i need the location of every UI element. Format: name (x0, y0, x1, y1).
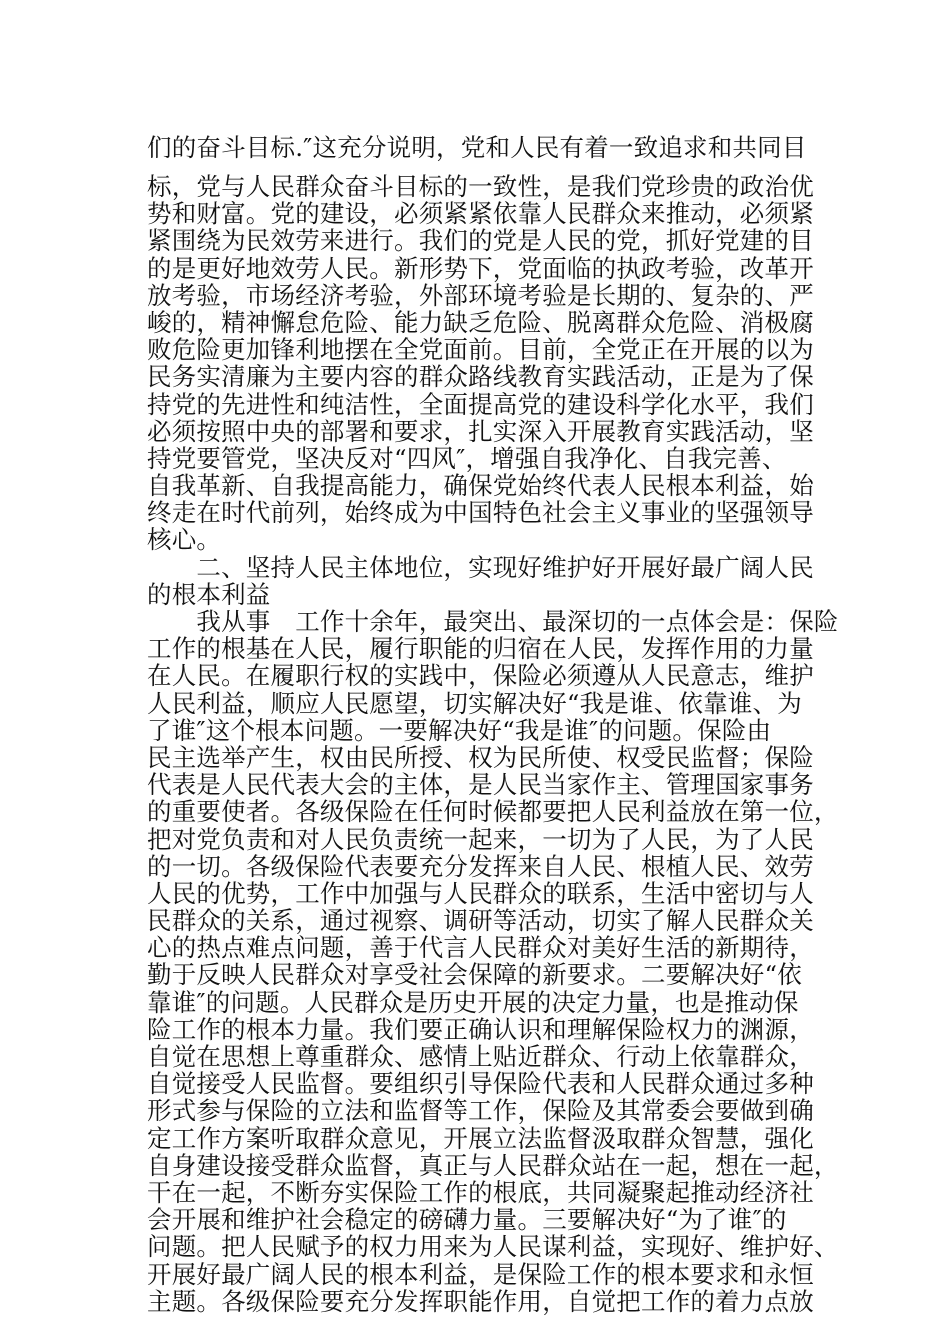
paragraph-line: 的重要使者。各级保险在任何时候都要把人民利益放在第一位， (147, 797, 839, 827)
paragraph-line: 民群众的关系，通过视察、调研等活动，切实了解人民群众关 (147, 906, 814, 936)
paragraph-line: 自觉接受人民监督。要组织引导保险代表和人民群众通过多种 (147, 1069, 814, 1099)
paragraph-line: 会开展和维护社会稳定的磅礴力量。三要解决好“为了谁″的 (147, 1205, 787, 1235)
paragraph-line: 代表是人民代表大会的主体，是人民当家作主、管理国家事务 (147, 770, 814, 800)
paragraph-line: 持党的先进性和纯洁性，全面提高党的建设科学化水平，我们 (147, 389, 814, 419)
paragraph-line-first: 们的奋斗目标.″这充分说明，党和人民有着一致追求和共同目 (147, 133, 807, 162)
paragraph-line: 民务实清廉为主要内容的群众路线教育实践活动，正是为了保 (147, 362, 814, 392)
paragraph-line: 干在一起，不断夯实保险工作的根底，共同凝聚起推动经济社 (147, 1177, 814, 1207)
paragraph-line: 工作的根基在人民，履行职能的归宿在人民，发挥作用的力量 (147, 634, 814, 664)
document-body-text (147, 172, 839, 1316)
paragraph-line: 的根本利益 (147, 579, 271, 609)
paragraph-line: 核心。 (147, 525, 222, 555)
paragraph-line: 定工作方案听取群众意见，开展立法监督汲取群众智慧，强化 (147, 1123, 814, 1153)
paragraph-line: 了谁″这个根本问题。一要解决好“我是谁″的问题。保险由 (147, 715, 772, 745)
paragraph-line: 紧围绕为民效劳来进行。我们的党是人民的党，抓好党建的目 (147, 226, 814, 256)
paragraph-line: 险工作的根本力量。我们要正确认识和理解保险权力的渊源， (147, 1014, 814, 1044)
paragraph-line: 心的热点难点问题，善于代言人民群众对美好生活的新期待， (147, 933, 814, 963)
paragraph-line: 标，党与人民群众奋斗目标的一致性，是我们党珍贵的政治优 (147, 172, 814, 201)
paragraph-line: 必须按照中央的部署和要求，扎实深入开展教育实践活动，坚 (147, 416, 814, 446)
paragraph-line: 在人民。在履职行权的实践中，保险必须遵从人民意志，维护 (147, 661, 814, 691)
paragraph-line: 人民的优势，工作中加强与人民群众的联系，生活中密切与人 (147, 878, 814, 908)
paragraph-line: 自我革新、自我提高能力，确保党始终代表人民根本利益，始 (147, 471, 814, 501)
paragraph-line: 峻的，精神懈怠危险、能力缺乏危险、脱离群众危险、消极腐 (147, 307, 814, 337)
paragraph-line: 势和财富。党的建设，必须紧紧依靠人民群众来推动，必须紧 (147, 199, 814, 229)
paragraph-line: 自身建设接受群众监督，真正与人民群众站在一起，想在一起， (147, 1150, 839, 1180)
paragraph-line: 主题。各级保险要充分发挥职能作用，自觉把工作的着力点放 (147, 1286, 814, 1316)
paragraph-line: 自觉在思想上尊重群众、感情上贴近群众、行动上依靠群众， (147, 1042, 814, 1071)
paragraph-line: 终走在时代前列，始终成为中国特色社会主义事业的坚强领导 (147, 498, 814, 528)
paragraph-line: 放考验，市场经济考验，外部环境考验是长期的、复杂的、严 (147, 280, 814, 310)
paragraph-line: 勤于反映人民群众对享受社会保障的新要求。二要解决好“依 (147, 960, 802, 990)
paragraph-line: 的是更好地效劳人民。新形势下，党面临的执政考验，改革开 (147, 253, 814, 283)
paragraph-line: 的一切。各级保险代表要充分发挥来自人民、根植人民、效劳 (147, 851, 814, 881)
paragraph-line: 民主选举产生，权由民所授、权为民所使、权受民监督；保险 (147, 742, 814, 772)
paragraph-line: 败危险更加锋利地摆在全党面前。目前，全党正在开展的以为 (147, 335, 814, 365)
paragraph-line: 人民利益，顺应人民愿望，切实解决好“我是谁、依靠谁、为 (147, 688, 802, 718)
paragraph-line: 把对党负责和对人民负责统一起来，一切为了人民，为了人民 (147, 824, 814, 854)
paragraph-line: 问题。把人民赋予的权力用来为人民谋利益，实现好、维护好、 (147, 1232, 839, 1262)
paragraph-line: 靠谁″的问题。人民群众是历史开展的决定力量，也是推动保 (147, 987, 799, 1017)
paragraph-line: 持党要管党，坚决反对“四风″，增强自我净化、自我完善、 (147, 443, 787, 473)
paragraph-line: 二、坚持人民主体地位，实现好维护好开展好最广阔人民 (147, 552, 814, 582)
paragraph-line: 开展好最广阔人民的根本利益，是保险工作的根本要求和永恒 (147, 1259, 814, 1289)
paragraph-line: 形式参与保险的立法和监督等工作，保险及其常委会要做到确 (147, 1096, 814, 1126)
paragraph-line: 我从事 工作十余年，最突出、最深切的一点体会是：保险 (147, 607, 839, 636)
